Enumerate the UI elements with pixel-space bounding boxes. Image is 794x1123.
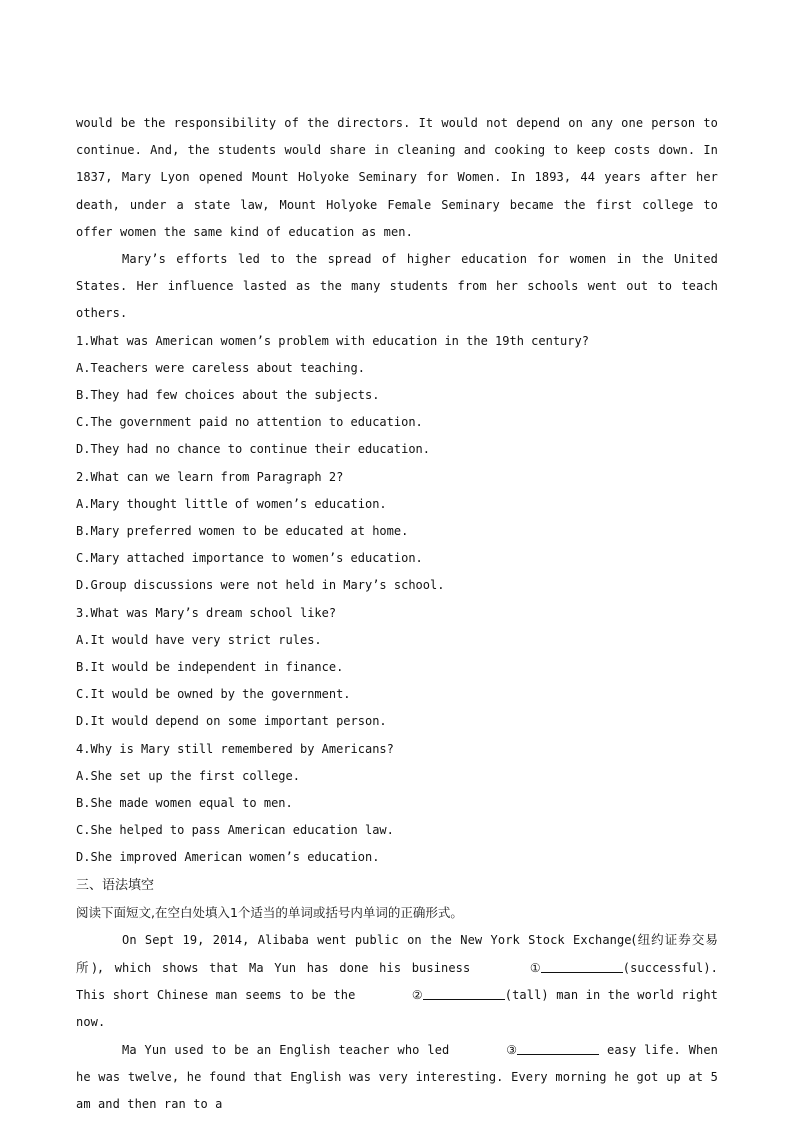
- option-c: C.She helped to pass American education law.: [76, 823, 394, 838]
- blank-3[interactable]: [517, 1042, 599, 1055]
- blank-number-3: ③: [506, 1042, 518, 1057]
- option-a: A.She set up the first college.: [76, 768, 300, 783]
- blank-number-2: ②: [411, 988, 423, 1003]
- option-b: B.She made women equal to men.: [76, 796, 293, 811]
- cloze-text: , which shows that Ma Yun has done his business: [96, 960, 481, 975]
- question-4: [76, 736, 718, 872]
- cloze-text: (tall) man in the world right now.: [76, 988, 718, 1030]
- option-b: B.They had few choices about the subjects.: [76, 388, 380, 403]
- option-a: A.It would have very strict rules.: [76, 632, 322, 647]
- option-d: D.They had no chance to continue their education.: [76, 442, 431, 457]
- document-page: [76, 110, 718, 1118]
- question-1: [76, 328, 718, 464]
- option-c: C.Mary attached importance to women’s education.: [76, 551, 423, 566]
- option-d: D.She improved American women’s education.: [76, 850, 380, 865]
- option-c: C.It would be owned by the government.: [76, 687, 351, 702]
- cloze-text: On Sept 19, 2014, Alibaba went public on the New York Stock Exchange: [122, 932, 632, 947]
- passage-paragraph-1: would be the responsibility of the directors. It would not depend on any one person to continue. And, the students would share in cleaning and cooking to keep costs down. In 1837, Mary Lyon opened Mount Holyoke Seminary for Women. In 1893, 44 years after her death, under a state law, Mount Holyoke Female Seminary became the first college to offer women the same kind of education as men.: [76, 116, 718, 239]
- option-b: B.Mary preferred women to be educated at home.: [76, 524, 409, 539]
- question-stem: 4.Why is Mary still remembered by Americans?: [76, 741, 394, 756]
- option-c: C.The government paid no attention to education.: [76, 415, 423, 430]
- section-title: 三、语法填空: [76, 877, 155, 893]
- option-d: D.It would depend on some important person.: [76, 714, 387, 729]
- option-d: D.Group discussions were not held in Mary’s school.: [76, 578, 445, 593]
- cloze-paragraph-2: [76, 1037, 718, 1119]
- option-b: B.It would be independent in finance.: [76, 660, 344, 675]
- cloze-paragraph-1: [76, 926, 718, 1037]
- question-3: [76, 600, 718, 736]
- question-2: [76, 464, 718, 600]
- blank-1[interactable]: [541, 960, 623, 973]
- question-stem: 2.What can we learn from Paragraph 2?: [76, 469, 344, 484]
- passage-paragraph-2: Mary’s efforts led to the spread of higher education for women in the United States. Her influence lasted as the many students from her schools went out to teach others.: [76, 252, 718, 321]
- question-stem: 1.What was American women’s problem with education in the 19th century?: [76, 333, 589, 348]
- section-instruction: 阅读下面短文,在空白处填入1个适当的单词或括号内单词的正确形式。: [76, 904, 463, 920]
- question-stem: 3.What was Mary’s dream school like?: [76, 605, 337, 620]
- cloze-text: easy life. When he was twelve, he found that English was very interesting. Every morning he got up at 5 am and then ran to a: [76, 1042, 718, 1111]
- cloze-text: Ma Yun used to be an English teacher who led: [122, 1042, 458, 1057]
- option-a: A.Mary thought little of women’s education.: [76, 496, 387, 511]
- cloze-text: (successful). This short Chinese man seems to be the: [76, 960, 718, 1003]
- cloze-chinese-note: (纽约证券交易所): [76, 931, 718, 975]
- blank-number-1: ①: [529, 960, 541, 975]
- blank-2[interactable]: [423, 987, 505, 1000]
- option-a: A.Teachers were careless about teaching.: [76, 360, 365, 375]
